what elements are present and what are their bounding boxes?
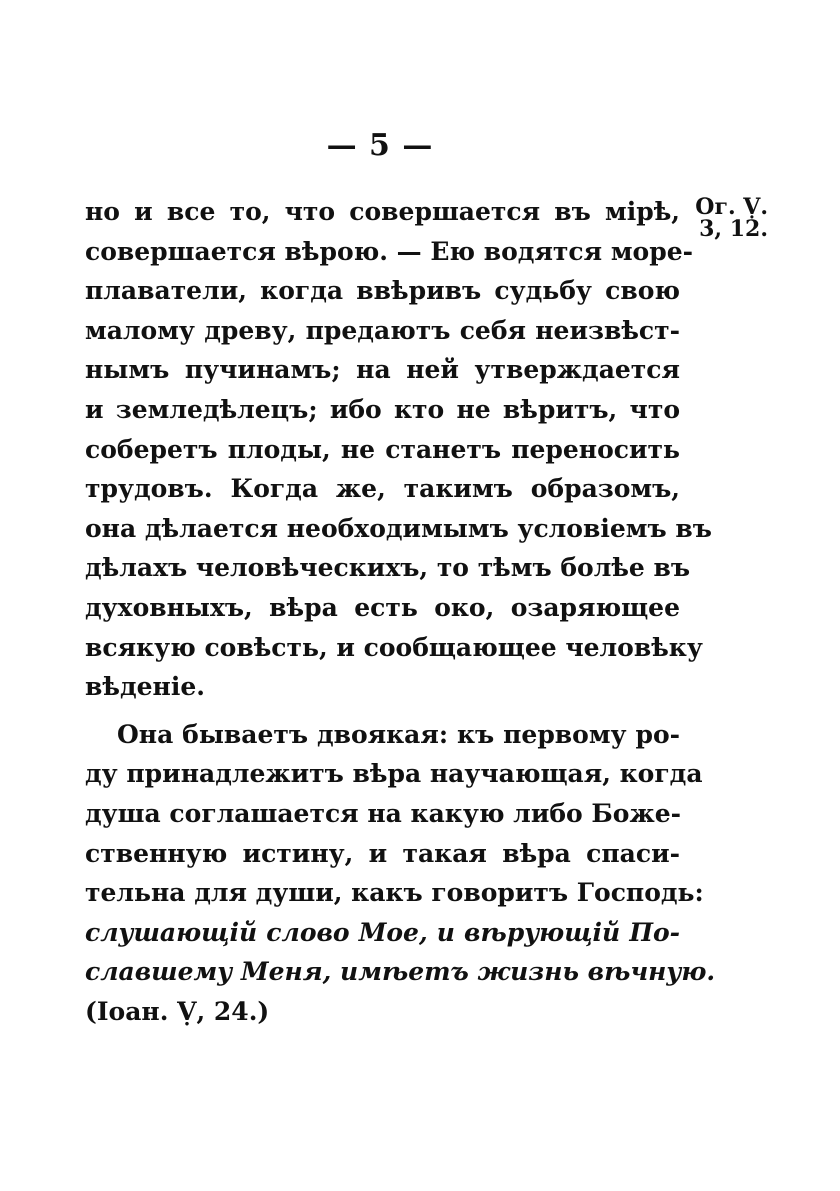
text-line: малому древу, предаютъ себя неизвѣст-: [85, 315, 680, 345]
text-line: соберетъ плоды, не станетъ переносить: [85, 434, 680, 464]
text-line: душа соглашается на какую либо Боже-: [85, 798, 681, 828]
scripture-quote-line: славшему Меня, имѣетъ жизнь вѣчную.: [85, 957, 716, 987]
text-line: она дѣлается необходимымъ условіемъ въ: [85, 513, 712, 543]
text-line: трудовъ. Когда же, такимъ образомъ,: [85, 474, 680, 504]
scripture-reference: (Іоан. Ṿ, 24.): [85, 996, 270, 1026]
text-line: нымъ пучинамъ; на ней утверждается: [85, 355, 680, 385]
paragraph-2: [85, 715, 716, 1032]
text-line: но и все то, что совершается въ мірѣ,: [85, 197, 680, 226]
text-line: дѣлахъ человѣческихъ, то тѣмъ болѣе въ: [85, 553, 691, 583]
text-line: ственную истину, и такая вѣра спаси-: [85, 838, 680, 868]
margin-note-line-1: Ог. Ṿ.: [695, 194, 768, 220]
margin-note-line-2: 3, 12.: [699, 216, 768, 242]
text-line: тельна для души, какъ говоритъ Господь:: [85, 878, 704, 908]
body-text: [85, 192, 716, 1031]
scripture-quote-line: слушающій слово Мое, и вѣрующій По-: [85, 917, 680, 947]
text-line: духовныхъ, вѣра есть око, озаряющее: [85, 592, 680, 622]
paragraph-1: [85, 192, 712, 707]
text-line: Она бываетъ двоякая: къ первому ро-: [117, 719, 680, 749]
text-line: и земледѣлецъ; ибо кто не вѣритъ, что: [85, 394, 680, 424]
text-line: совершается вѣрою. — Ею водятся море-: [85, 236, 693, 266]
page-number: — 5 —: [326, 128, 434, 163]
paragraph-gap: [85, 707, 680, 715]
text-line: ду принадлежитъ вѣра научающая, когда: [85, 759, 703, 789]
text-line: вѣденіе.: [85, 672, 205, 702]
margin-reference-note: [688, 196, 768, 240]
text-line: всякую совѣсть, и сообщающее человѣку: [85, 632, 703, 662]
text-line: плаватели, когда ввѣривъ судьбу свою: [85, 276, 680, 306]
